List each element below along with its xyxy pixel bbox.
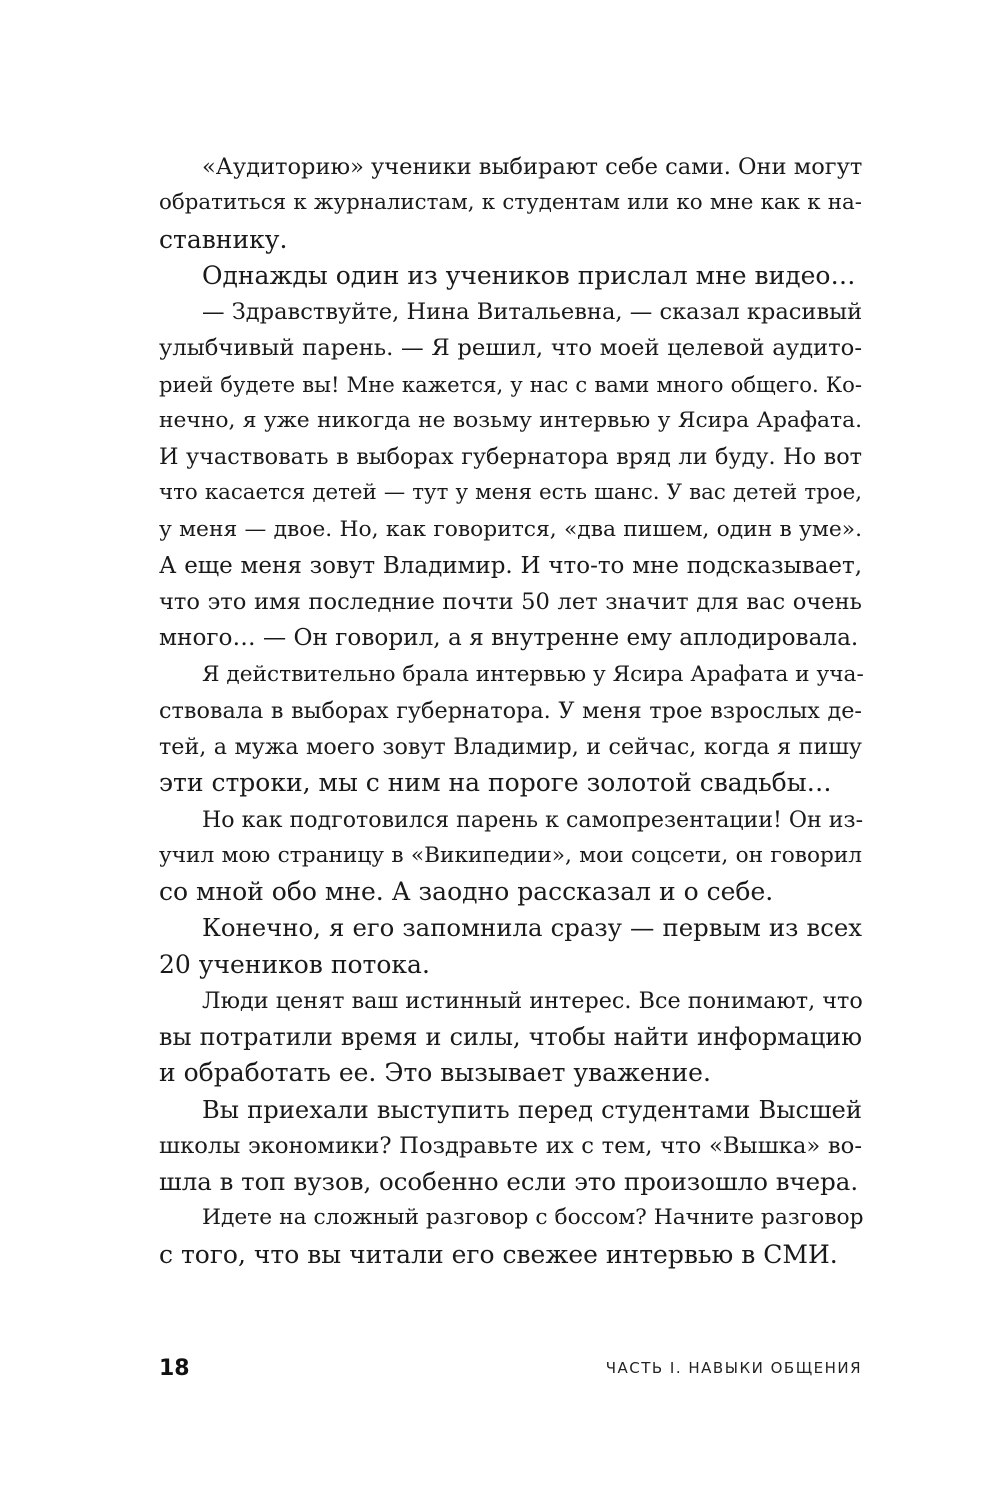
text-line: обратиться к журналистам, к студентам или ко мне как к на-	[159, 190, 862, 216]
text-line: улыбчивый парень. — Я решил, что моей целевой аудито-	[159, 335, 862, 362]
text-line: и обработать ее. Это вызывает уважение.	[159, 1058, 711, 1088]
text-line: ставнику.	[159, 224, 288, 254]
text-line: «Аудиторию» ученики выбирают себе сами. Они могут	[202, 154, 863, 180]
text-line: у меня — двое. Но, как говорится, «два пишем, один в уме».	[159, 516, 862, 542]
text-line: что это имя последние почти 50 лет значит для вас очень	[159, 589, 862, 615]
text-line: эти строки, мы с ним на пороге золотой свадьбы…	[159, 768, 832, 798]
text-line: Идете на сложный разговор с боссом? Начните разговор	[202, 1205, 864, 1231]
page-footer	[159, 1356, 862, 1386]
text-line: учил мою страницу в «Википедии», мои соцсети, он говорил	[159, 842, 862, 868]
text-line: нечно, я уже никогда не возьму интервью у Ясира Арафата.	[159, 407, 862, 433]
text-line: ствовала в выборах губернатора. У меня трое взрослых де-	[159, 697, 862, 724]
text-line: вы потратили время и силы, чтобы найти информацию	[159, 1023, 862, 1051]
body-text	[159, 149, 862, 1273]
text-line: Однажды один из учеников прислал мне видео…	[202, 260, 856, 290]
text-line: тей, а мужа моего зовут Владимир, и сейчас, когда я пишу	[159, 734, 862, 760]
text-line: И участвовать в выборах губернатора вряд ли буду. Но вот	[159, 444, 862, 470]
text-line: со мной обо мне. А заодно рассказал и о себе.	[159, 877, 774, 906]
text-line: что касается детей — тут у меня есть шанс. У вас детей трое,	[159, 480, 862, 506]
text-line: много… — Он говорил, а я внутренне ему аплодировала.	[159, 625, 859, 652]
text-line: с того, что вы читали его свежее интервью в СМИ.	[159, 1239, 838, 1269]
text-line: Я действительно брала интервью у Ясира Арафата и уча-	[202, 661, 864, 687]
text-line: рией будете вы! Мне кажется, у нас с вами много общего. Ко-	[159, 371, 862, 397]
page-number: 18	[159, 1356, 190, 1381]
text-line: Но как подготовился парень к самопрезентации! Он из-	[202, 806, 864, 833]
text-line: Конечно, я его запомнила сразу — первым из всех	[202, 913, 862, 943]
text-line: шла в топ вузов, особенно если это произошло вчера.	[159, 1167, 859, 1196]
running-head: ЧАСТЬ I. НАВЫКИ ОБЩЕНИЯ	[605, 1359, 862, 1377]
text-line: 20 учеников потока.	[159, 949, 430, 979]
text-line: школы экономики? Поздравьте их с тем, что «Вышка» во-	[159, 1132, 862, 1159]
text-line: А еще меня зовут Владимир. И что-то мне подсказывает,	[159, 552, 862, 579]
text-line: — Здравствуйте, Нина Витальевна, — сказал красивый	[202, 299, 863, 325]
text-line: Люди ценят ваш истинный интерес. Все понимают, что	[202, 987, 863, 1014]
text-line: Вы приехали выступить перед студентами Высшей	[202, 1095, 862, 1124]
